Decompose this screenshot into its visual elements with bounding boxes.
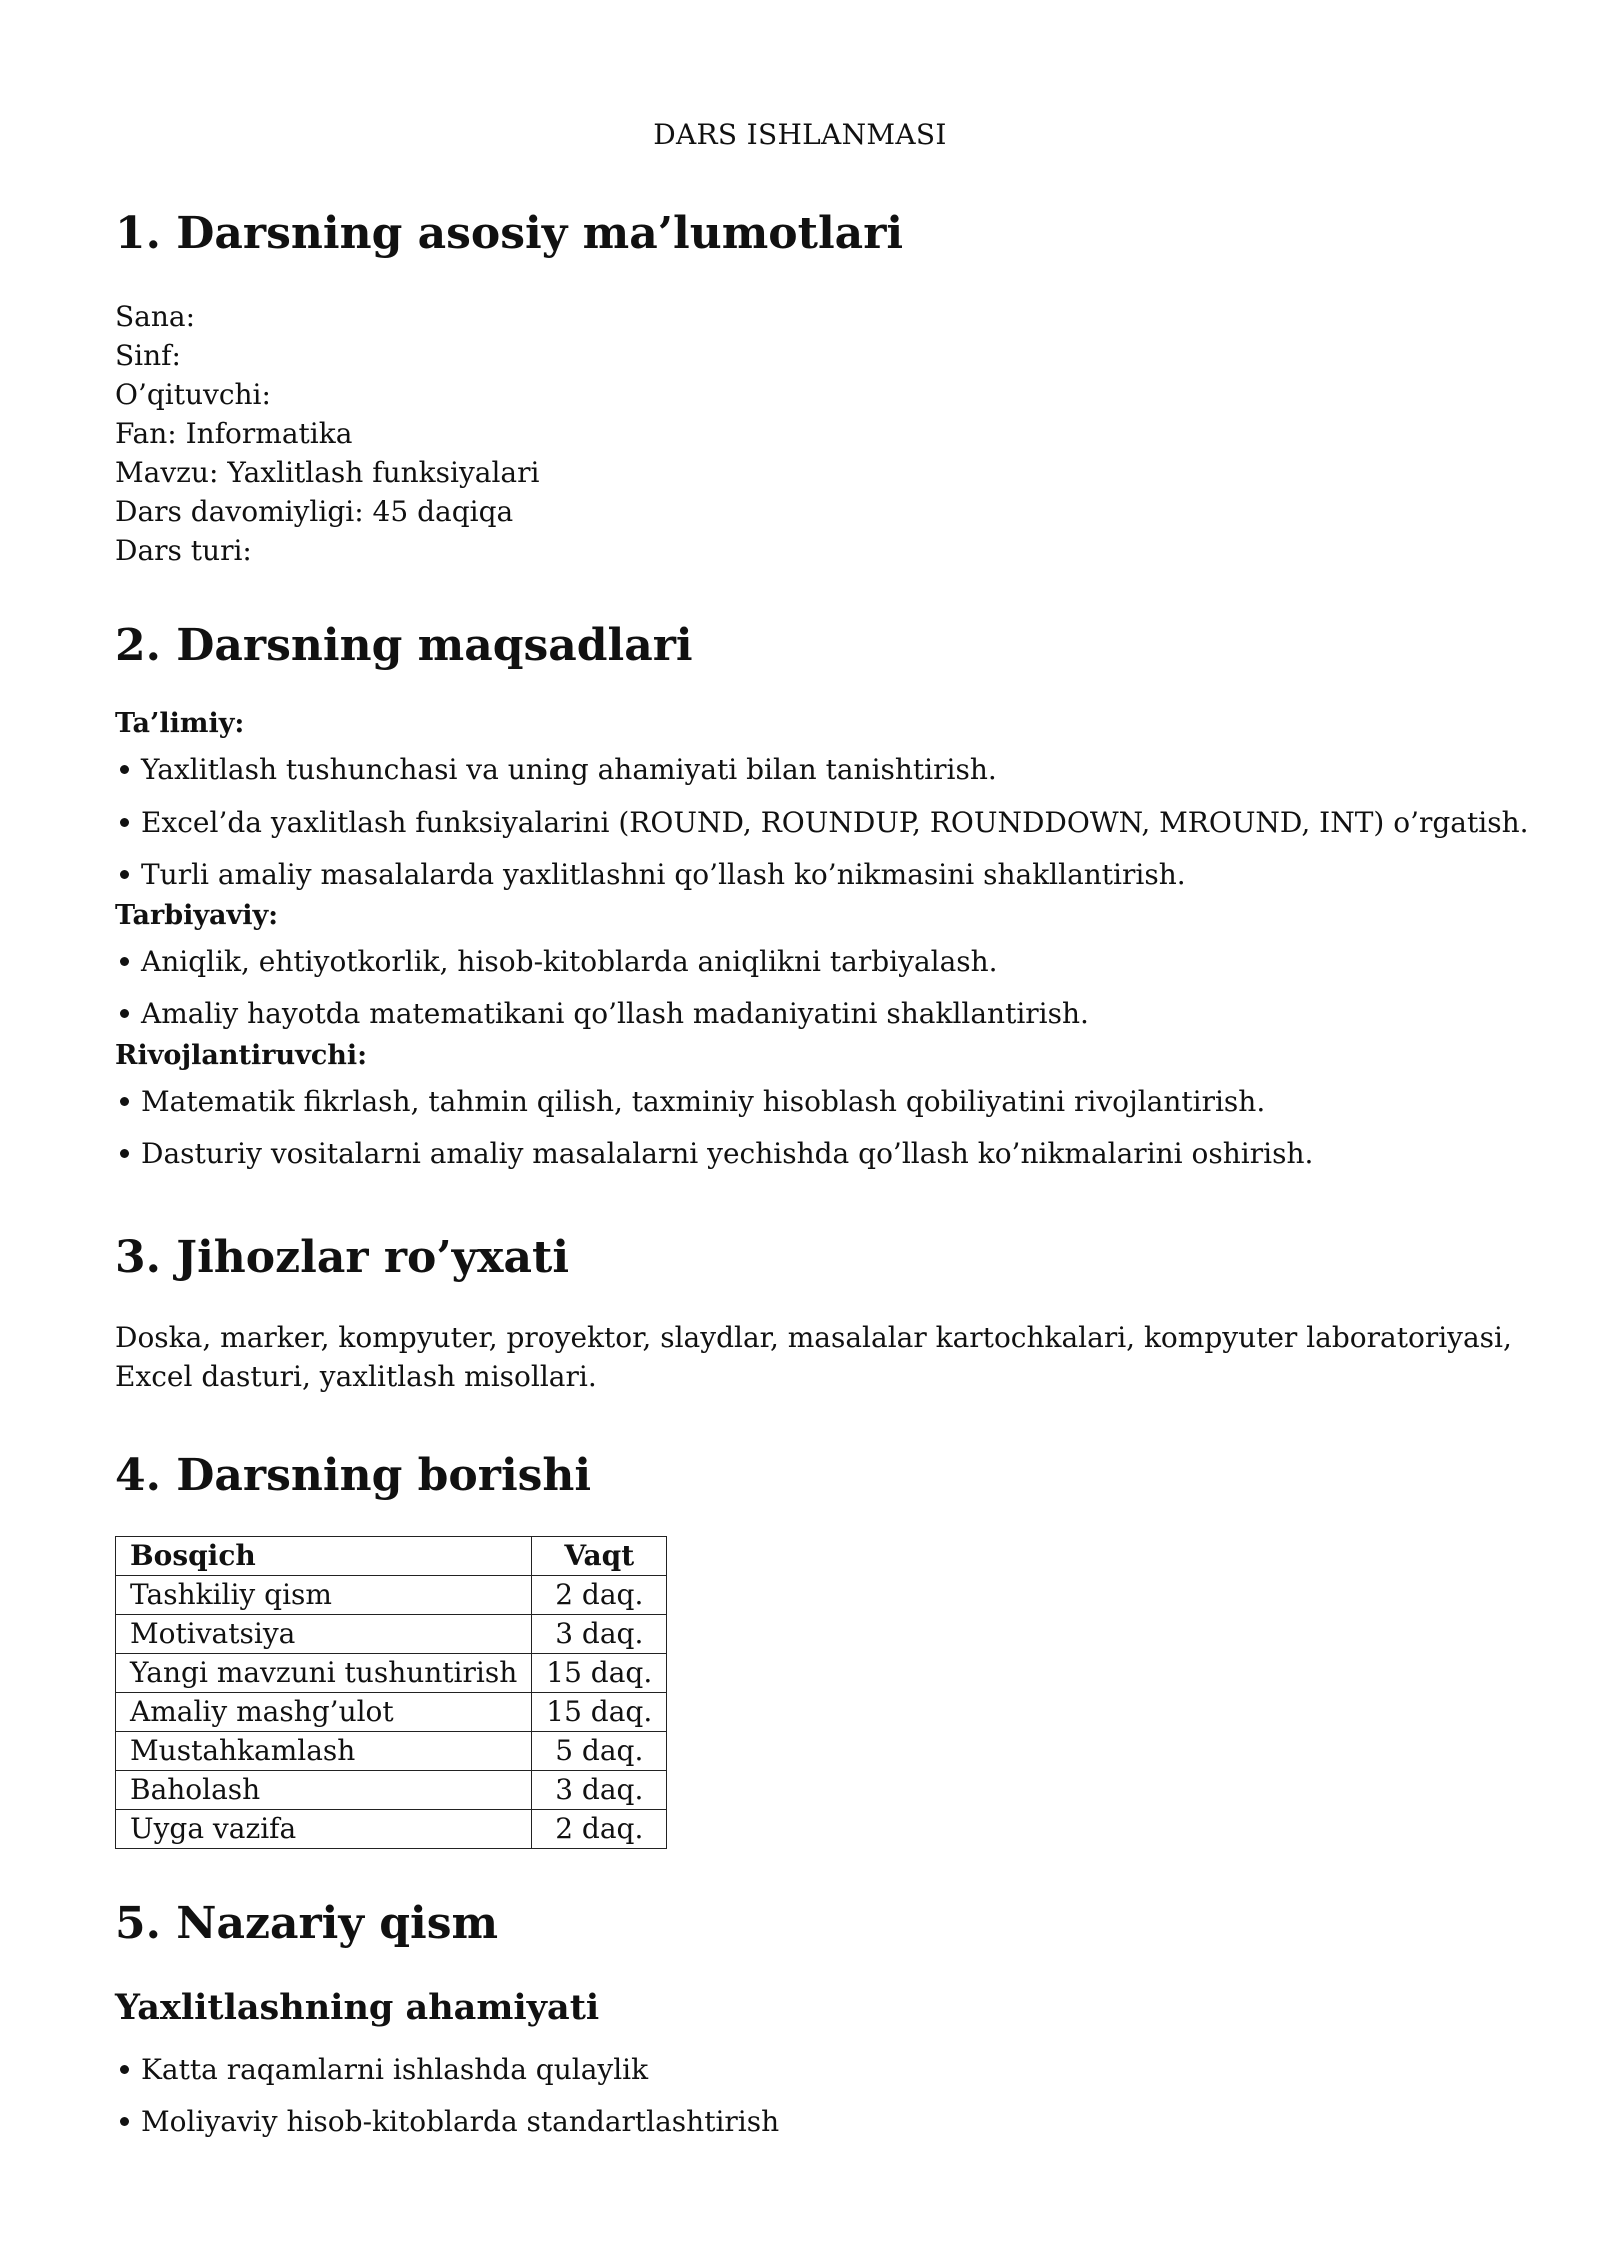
list-item: Katta raqamlarni ishlashda qulaylik bbox=[115, 2052, 648, 2088]
info-line-duration bbox=[115, 492, 539, 531]
info-value: Yaxlitlash funksiyalari bbox=[227, 456, 540, 489]
table-row bbox=[116, 1615, 667, 1654]
column-header-stage: Bosqich bbox=[116, 1537, 532, 1576]
bullet-icon bbox=[120, 957, 129, 966]
bullet-icon bbox=[120, 870, 129, 879]
list-item: Excel’da yaxlitlash funksiyalarini (ROUND, ROUNDUP, ROUNDDOWN, MROUND, INT) o’rgatish. bbox=[115, 805, 1529, 841]
stage-cell: Yangi mavzuni tushuntirish bbox=[116, 1654, 532, 1693]
stage-cell: Baholash bbox=[116, 1771, 532, 1810]
section-4-heading: 4. Darsning borishi bbox=[115, 1450, 592, 1501]
info-value: Informatika bbox=[185, 417, 353, 450]
bullet-icon bbox=[120, 1009, 129, 1018]
bullet-icon bbox=[120, 1149, 129, 1158]
goal-group-label: Tarbiyaviy: bbox=[115, 900, 279, 931]
info-line-lesson-type bbox=[115, 531, 539, 570]
info-line-date bbox=[115, 297, 539, 336]
section-3-heading: 3. Jihozlar ro’yxati bbox=[115, 1232, 570, 1283]
info-value: 45 daqiqa bbox=[372, 495, 514, 528]
info-line-topic bbox=[115, 453, 539, 492]
table-header-row bbox=[116, 1537, 667, 1576]
section-1-heading: 1. Darsning asosiy ma’lumotlari bbox=[115, 208, 904, 259]
info-label: Dars davomiyligi: bbox=[115, 495, 364, 528]
column-header-time: Vaqt bbox=[532, 1537, 667, 1576]
stage-cell: Motivatsiya bbox=[116, 1615, 532, 1654]
info-line-class bbox=[115, 336, 539, 375]
time-cell: 15 daq. bbox=[532, 1693, 667, 1732]
list-item: Turli amaliy masalalarda yaxlitlashni qo’llash ko’nikmasini shakllantirish. bbox=[115, 857, 1186, 893]
table-row bbox=[116, 1693, 667, 1732]
table-row bbox=[116, 1576, 667, 1615]
lesson-plan-table bbox=[115, 1536, 667, 1849]
bullet-icon bbox=[120, 818, 129, 827]
document-header: DARS ISHLANMASI bbox=[653, 118, 947, 151]
info-line-teacher bbox=[115, 375, 539, 414]
bullet-icon bbox=[120, 1097, 129, 1106]
lesson-info-list bbox=[115, 297, 539, 570]
time-cell: 2 daq. bbox=[532, 1576, 667, 1615]
list-item: Matematik fikrlash, tahmin qilish, taxminiy hisoblash qobiliyatini rivojlantirish. bbox=[115, 1084, 1265, 1120]
time-cell: 5 daq. bbox=[532, 1732, 667, 1771]
stage-cell: Tashkiliy qism bbox=[116, 1576, 532, 1615]
section-2-heading: 2. Darsning maqsadlari bbox=[115, 620, 693, 671]
table-row bbox=[116, 1654, 667, 1693]
list-item: Aniqlik, ehtiyotkorlik, hisob-kitoblarda aniqlikni tarbiyalash. bbox=[115, 944, 998, 980]
stage-cell: Amaliy mashg’ulot bbox=[116, 1693, 532, 1732]
list-item: Yaxlitlash tushunchasi va uning ahamiyati bilan tanishtirish. bbox=[115, 752, 997, 788]
bullet-icon bbox=[120, 2117, 129, 2126]
bullet-icon bbox=[120, 765, 129, 774]
info-label: Mavzu: bbox=[115, 456, 219, 489]
table-row bbox=[116, 1810, 667, 1849]
stage-cell: Mustahkamlash bbox=[116, 1732, 532, 1771]
list-item: Amaliy hayotda matematikani qo’llash madaniyatini shakllantirish. bbox=[115, 996, 1089, 1032]
goal-group-label: Rivojlantiruvchi: bbox=[115, 1040, 368, 1071]
info-label: O’qituvchi: bbox=[115, 378, 271, 411]
time-cell: 3 daq. bbox=[532, 1615, 667, 1654]
section-5-heading: 5. Nazariy qism bbox=[115, 1898, 499, 1949]
equipment-paragraph: Doska, marker, kompyuter, proyektor, slaydlar, masalalar kartochkalari, kompyuter laboratoriyasi, Excel dasturi, yaxlitlash misollari. bbox=[115, 1321, 1512, 1393]
list-item: Moliyaviy hisob-kitoblarda standartlashtirish bbox=[115, 2104, 779, 2140]
stage-cell: Uyga vazifa bbox=[116, 1810, 532, 1849]
subsection-heading: Yaxlitlashning ahamiyati bbox=[115, 1987, 600, 2028]
bullet-icon bbox=[120, 2065, 129, 2074]
time-cell: 2 daq. bbox=[532, 1810, 667, 1849]
info-label: Dars turi: bbox=[115, 534, 252, 567]
info-label: Sinf: bbox=[115, 339, 181, 372]
info-label: Fan: bbox=[115, 417, 177, 450]
list-item: Dasturiy vositalarni amaliy masalalarni yechishda qo’llash ko’nikmalarini oshirish. bbox=[115, 1136, 1313, 1172]
info-label: Sana: bbox=[115, 300, 196, 333]
table-row bbox=[116, 1732, 667, 1771]
time-cell: 3 daq. bbox=[532, 1771, 667, 1810]
info-line-subject bbox=[115, 414, 539, 453]
time-cell: 15 daq. bbox=[532, 1654, 667, 1693]
table-row bbox=[116, 1771, 667, 1810]
goal-group-label: Ta’limiy: bbox=[115, 708, 245, 739]
